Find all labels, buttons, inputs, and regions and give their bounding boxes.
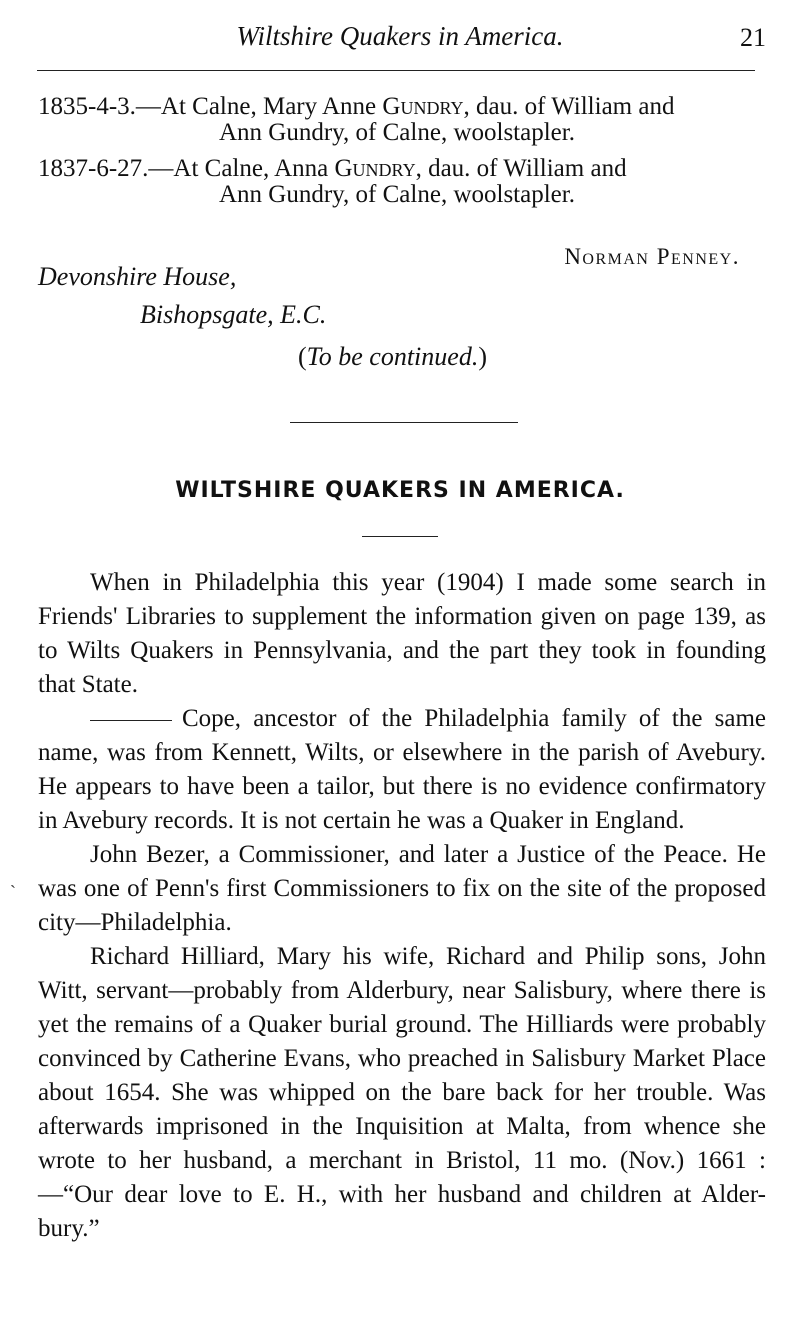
paragraph-3: John Bezer, a Commissioner, and later a Justice of the Peace. He was one of Penn's first Commissioners to fix on the site of the proposed city—Philadelphia. [38,841,766,936]
entry-text-after: , dau. of William and [463,93,675,120]
entry-continuation: Ann Gundry, of Calne, woolstapler. [219,181,575,208]
entry-surname: Gundry [382,93,464,120]
stray-mark: ` [10,882,16,902]
running-title: Wiltshire Quakers in America. [236,21,564,51]
header-rule [37,70,755,71]
address-line-2: Bishopsgate, E.C. [140,300,327,329]
burial-entry-1 [38,94,766,146]
article-body [38,566,766,1246]
entry-surname: Gundry [334,155,416,182]
signature: Norman Penney. [564,244,740,269]
entry-text: —At Calne, Anna [148,155,335,182]
address-line-1: Devonshire House, [38,262,237,291]
entry-text: —At Calne, Mary Anne [135,93,383,120]
to-be-continued: (To be continued.) [298,342,487,371]
entry-date: 1835-4-3. [38,93,136,120]
entry-text-after: , dau. of William and [415,155,627,182]
paragraph-1: When in Philadelphia this year (1904) I made some search in Friends' Libraries to supplement the information given on page 139, as to Wilts Quakers in Pennsylvania, and the part they took in founding that State. [38,569,766,698]
page-number: 21 [740,23,766,52]
article-heading: WILTSHIRE QUAKERS IN AMERICA. [175,478,625,503]
entry-date: 1837-6-27. [38,155,149,182]
omitted-name-dash [90,720,172,721]
heading-rule [362,536,438,537]
paragraph-2: Cope, ancestor of the Philadelphia family of the same name, was from Kennett, Wilts, or elsewhere in the parish of Avebury. He appears to have been a tailor, but there is no evidence confirmatory in Avebury records. It is not certain he was a Quaker in England. [38,705,766,834]
burial-entry-2 [38,156,766,208]
entry-continuation: Ann Gundry, of Calne, woolstapler. [219,119,575,146]
paragraph-4: Richard Hilliard, Mary his wife, Richard and Philip sons, John Witt, servant—probably from Alderbury, near Salisbury, where there is yet the remains of a Quaker burial ground. The Hilliards were probably convinced by Catherine Evans, who preached in Salisbury Market Place about 1654. She was whipped on the bare back for her trouble. Was afterwards imprisoned in the Inquisition at Malta, from whence she wrote to her husband, a merchant in Bristol, 11 mo. (Nov.) 1661 :—“Our dear love to E. H., with her husband and children at Alder-bury.” [38,943,766,1242]
section-divider [290,422,518,423]
